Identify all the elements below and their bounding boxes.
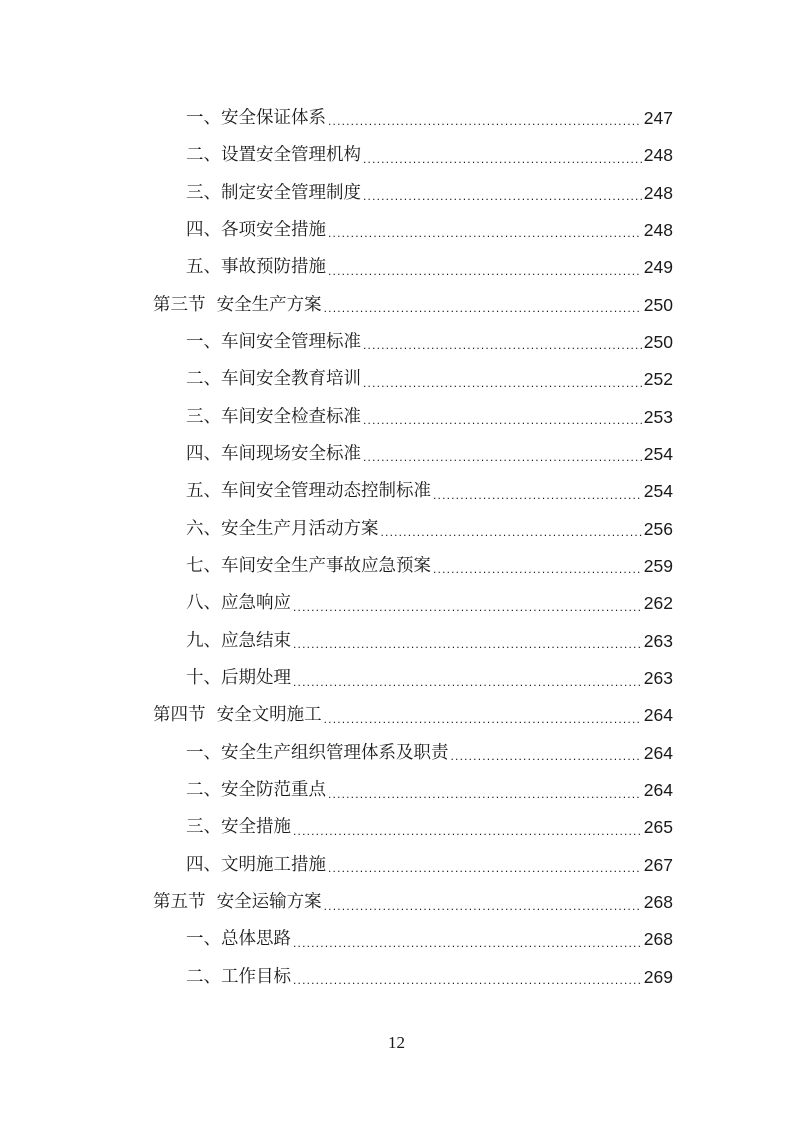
toc-entry[interactable] [0,959,793,996]
toc-section-entry[interactable] [0,884,793,921]
dot-leader [433,489,642,511]
dot-leader [381,526,642,548]
dot-leader [363,414,642,436]
page-number: 12 [388,1033,405,1052]
dot-leader [328,115,642,137]
dot-leader [328,265,642,287]
dot-leader [363,190,642,212]
toc-entry-title: 安全保证体系 [221,107,326,128]
toc-entry-page: 264 [643,705,673,726]
toc-entry-title: 车间安全管理标准 [221,331,361,352]
toc-entry-number: 二、 [186,966,221,987]
toc-entry-page: 250 [643,331,673,352]
toc-entry[interactable] [0,772,793,809]
toc-entry-number: 一、 [186,107,221,128]
toc-entry-title: 各项安全措施 [221,219,326,240]
toc-entry-page: 248 [643,219,673,240]
dot-leader [293,638,642,660]
toc-entry-title: 设置安全管理机构 [221,145,361,166]
toc-entry-number: 第三节 [153,294,217,315]
toc-entry-page: 253 [643,406,673,427]
dot-leader [293,601,642,623]
toc-entry[interactable] [0,623,793,660]
toc-entry-number: 第四节 [153,705,217,726]
toc-entry-number: 五、 [186,481,221,502]
dot-leader [324,713,642,735]
toc-section-entry[interactable] [0,698,793,735]
toc-entry-title: 车间安全教育培训 [221,369,361,390]
toc-entry-page: 254 [643,481,673,502]
table-of-contents [0,100,793,996]
toc-entry-page: 265 [643,817,673,838]
toc-entry-title: 文明施工措施 [221,854,326,875]
toc-entry-title: 事故预防措施 [221,257,326,278]
toc-entry-page: 262 [643,593,673,614]
toc-entry[interactable] [0,100,793,137]
toc-entry[interactable] [0,511,793,548]
toc-entry-page: 254 [643,444,673,465]
toc-entry-page: 263 [643,668,673,689]
toc-section-entry[interactable] [0,287,793,324]
dot-leader [328,862,642,884]
toc-entry[interactable] [0,810,793,847]
dot-leader [324,900,642,922]
toc-entry-number: 二、 [186,145,221,166]
toc-entry-number: 四、 [186,444,221,465]
dot-leader [293,825,642,847]
dot-leader [363,377,642,399]
toc-entry-page: 268 [643,929,673,950]
toc-entry-number: 七、 [186,556,221,577]
toc-entry-number: 第五节 [153,892,217,913]
toc-entry-number: 三、 [186,406,221,427]
toc-entry-page: 250 [643,294,673,315]
dot-leader [363,153,642,175]
toc-entry-title: 安全文明施工 [216,705,322,726]
toc-entry[interactable] [0,399,793,436]
dot-leader [293,676,642,698]
toc-entry-number: 六、 [186,518,221,539]
toc-entry-number: 九、 [186,630,221,651]
dot-leader [328,788,642,810]
toc-entry-number: 八、 [186,593,221,614]
toc-entry-page: 256 [643,518,673,539]
toc-entry-page: 249 [643,257,673,278]
dot-leader [363,451,642,473]
toc-entry-title: 制定安全管理制度 [221,182,361,203]
toc-entry-number: 十、 [186,668,221,689]
toc-entry-page: 248 [643,145,673,166]
toc-entry-title: 安全运输方案 [216,892,322,913]
toc-entry-page: 252 [643,369,673,390]
toc-entry-page: 263 [643,630,673,651]
toc-entry[interactable] [0,249,793,286]
dot-leader [328,227,642,249]
dot-leader [433,563,642,585]
toc-entry-number: 一、 [186,742,221,763]
toc-entry-page: 268 [643,892,673,913]
toc-entry[interactable] [0,922,793,959]
toc-entry-page: 264 [643,780,673,801]
toc-entry-number: 四、 [186,219,221,240]
dot-leader [293,937,642,959]
toc-entry[interactable] [0,436,793,473]
toc-entry[interactable] [0,473,793,510]
toc-entry-title: 安全防范重点 [221,780,326,801]
toc-entry-number: 一、 [186,929,221,950]
toc-entry[interactable] [0,735,793,772]
toc-entry-page: 259 [643,556,673,577]
toc-entry[interactable] [0,324,793,361]
toc-entry-title: 安全生产方案 [216,294,322,315]
toc-entry-number: 四、 [186,854,221,875]
toc-entry-number: 五、 [186,257,221,278]
toc-entry-title: 应急响应 [221,593,291,614]
dot-leader [363,339,642,361]
toc-entry-page: 269 [643,966,673,987]
toc-entry-title: 车间安全检查标准 [221,406,361,427]
toc-entry-title: 安全措施 [221,817,291,838]
toc-entry[interactable] [0,660,793,697]
toc-entry-page: 267 [643,854,673,875]
toc-entry-title: 安全生产月活动方案 [221,518,379,539]
toc-entry-title: 安全生产组织管理体系及职责 [221,742,449,763]
toc-entry-number: 一、 [186,331,221,352]
toc-entry[interactable] [0,137,793,174]
toc-entry-number: 三、 [186,817,221,838]
dot-leader [324,302,642,324]
toc-entry[interactable] [0,847,793,884]
toc-entry-page: 248 [643,182,673,203]
toc-entry-page: 247 [643,107,673,128]
toc-entry[interactable] [0,175,793,212]
toc-entry-title: 车间安全生产事故应急预案 [221,556,431,577]
toc-entry-title: 应急结束 [221,630,291,651]
toc-entry-title: 车间安全管理动态控制标准 [221,481,431,502]
toc-entry-number: 二、 [186,369,221,390]
toc-entry[interactable] [0,548,793,585]
toc-entry[interactable] [0,585,793,622]
dot-leader [451,750,642,772]
toc-entry-title: 后期处理 [221,668,291,689]
toc-entry[interactable] [0,361,793,398]
toc-entry-page: 264 [643,742,673,763]
toc-entry-number: 二、 [186,780,221,801]
toc-entry-title: 总体思路 [221,929,291,950]
toc-entry[interactable] [0,212,793,249]
toc-entry-title: 车间现场安全标准 [221,444,361,465]
toc-entry-title: 工作目标 [221,966,291,987]
dot-leader [293,974,642,996]
toc-entry-number: 三、 [186,182,221,203]
